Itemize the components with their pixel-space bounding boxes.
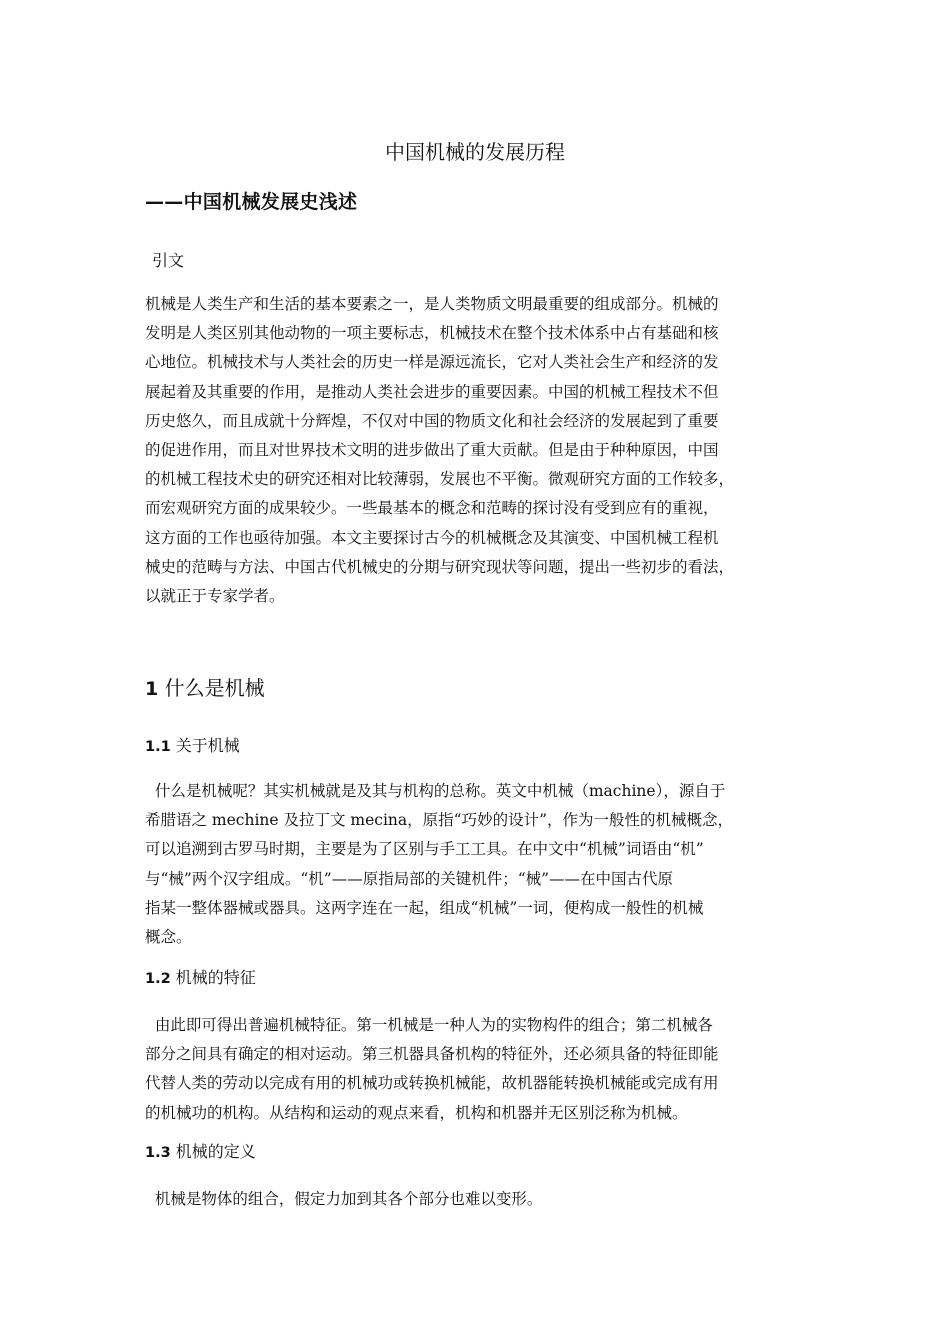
paragraph-line: 械史的范畴与方法、中国古代机械史的分期与研究现状等问题，提出一些初步的看法， <box>145 557 735 576</box>
paragraph-line: 机械是物体的组合，假定力加到其各个部分也难以变形。 <box>145 1190 543 1208</box>
intro-paragraph <box>145 290 820 611</box>
document-title: 中国机械的发展历程 <box>385 140 565 164</box>
section-1-heading <box>145 672 265 705</box>
paragraph-line: 的机械功的机构。从结构和运动的观点来看，机构和机器并无区别泛称为机械。 <box>145 1103 688 1122</box>
section-1-3-paragraph <box>145 1185 820 1214</box>
paragraph-line: 的机械工程技术史的研究还相对比较薄弱，发展也不平衡。微观研究方面的工作较多， <box>145 470 735 489</box>
section-1-2-paragraph <box>145 1011 820 1128</box>
paragraph-line: 这方面的工作也亟待加强。本文主要探讨古今的机械概念及其演变、中国机械工程机 <box>145 528 719 547</box>
paragraph-line: 展起着及其重要的作用，是推动人类社会进步的重要因素。中国的机械工程技术不但 <box>145 382 719 401</box>
paragraph-line: 部分之间具有确定的相对运动。第三机器具备机构的特征外，还必须具备的特征即能 <box>145 1045 719 1064</box>
section-number: 1.1 <box>145 739 171 755</box>
paragraph-line: 概念。 <box>145 928 192 947</box>
paragraph-line: 可以追溯到古罗马时期，主要是为了区别与手工工具。在中文中“机械”词语由“机” <box>145 840 704 859</box>
section-title: 机械的特征 <box>175 968 256 987</box>
paragraph-line: 发明是人类区别其他动物的一项主要标志，机械技术在整个技术体系中占有基础和核 <box>145 324 719 343</box>
paragraph-line: 什么是机械呢？其实机械就是及其与机构的总称。英文中机械（machine），源自于 <box>145 782 726 800</box>
section-1-3-heading <box>145 1138 256 1167</box>
section-title: 机械的定义 <box>175 1142 256 1161</box>
section-title: 什么是机械 <box>164 676 265 700</box>
intro-label: 引文 <box>152 251 185 270</box>
paragraph-line: 指某一整体器械或器具。这两字连在一起，组成“机械”一词，便构成一般性的机械 <box>145 898 704 917</box>
section-number: 1.3 <box>145 1145 171 1161</box>
paragraph-line: 希腊语之 mechine 及拉丁文 mecina，原指“巧妙的设计”，作为一般性的机械概念， <box>145 811 734 830</box>
paragraph-line: 以就正于专家学者。 <box>145 587 285 606</box>
section-1-1-heading <box>145 732 240 761</box>
paragraph-line: 与“械”两个汉字组成。“机”——原指局部的关键机件；“械”——在中国古代原 <box>145 869 674 888</box>
paragraph-line: 机械是人类生产和生活的基本要素之一，是人类物质文明最重要的组成部分。机械的 <box>145 295 719 313</box>
section-number: 1.2 <box>145 971 171 987</box>
paragraph-line: 而宏观研究方面的成果较少。一些最基本的概念和范畴的探讨没有受到应有的重视， <box>145 499 719 518</box>
paragraph-line: 的促进作用，而且对世界技术文明的进步做出了重大贡献。但是由于种种原因，中国 <box>145 441 719 460</box>
section-title: 关于机械 <box>175 736 240 755</box>
paragraph-line: 由此即可得出普遍机械特征。第一机械是一种人为的实物构件的组合；第二机械各 <box>145 1016 713 1034</box>
section-1-2-heading <box>145 964 256 993</box>
section-1-1-paragraph <box>145 777 820 952</box>
section-number: 1 <box>145 678 159 700</box>
paragraph-line: 代替人类的劳动以完成有用的机械功或转换机械能，故机器能转换机械能或完成有用 <box>145 1074 719 1093</box>
paragraph-line: 历史悠久，而且成就十分辉煌，不仅对中国的物质文化和社会经济的发展起到了重要 <box>145 411 719 430</box>
document-subtitle: ——中国机械发展史浅述 <box>145 191 358 213</box>
paragraph-line: 心地位。机械技术与人类社会的历史一样是源远流长，它对人类社会生产和经济的发 <box>145 353 719 372</box>
